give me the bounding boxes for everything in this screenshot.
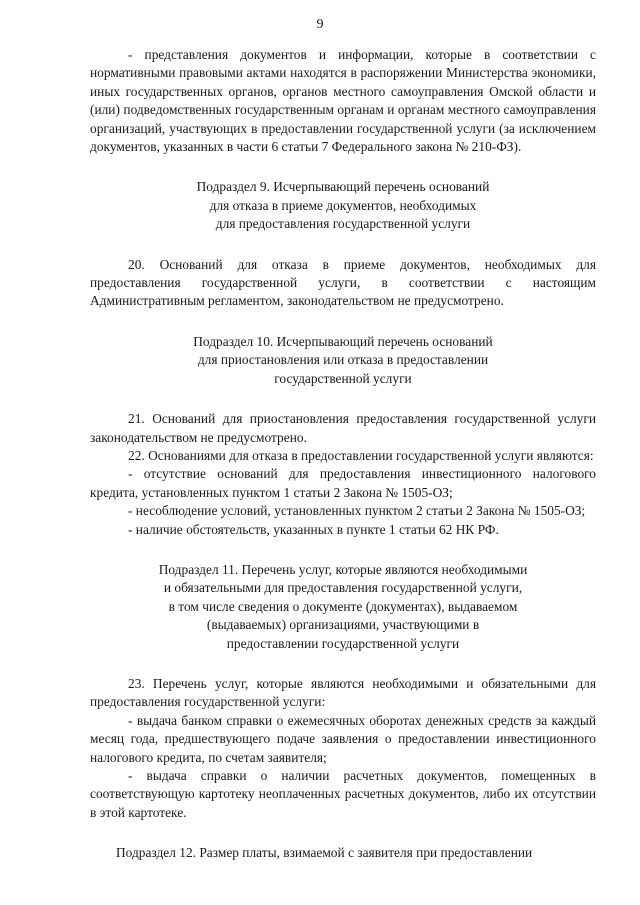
heading-line: Подраздел 11. Перечень услуг, которые являются необходимыми (158, 561, 528, 577)
heading-line: для предоставления государственной услуги (215, 216, 471, 232)
heading-line: для приостановления или отказа в предоставлении (197, 352, 489, 368)
paragraph-23: 23. Перечень услуг, которые являются необходимыми и обязательными для предоставления государственной услуги: (90, 675, 596, 710)
paragraph-23-item-1: - выдача банком справки о ежемесячных оборотах денежных средств за каждый месяц года, предшествующего подаче заявления о предоставлении инвестиционного налогового кредита, по счетам заявителя; (90, 712, 596, 765)
heading-line: (выдаваемых) организациями, участвующими в (206, 617, 480, 633)
paragraph-23-item-2: - выдача справки о наличии расчетных документов, помещенных в соответствующую картотеку неоплаченных расчетных документов, либо их отсутствии в этой картотеке. (90, 768, 596, 820)
subsection-9-heading (90, 178, 596, 233)
paragraph-22-item-3: - наличие обстоятельств, указанных в пункте 1 статьи 62 НК РФ. (128, 521, 499, 537)
page-number: 9 (316, 17, 324, 32)
paragraph-22-item-1: - отсутствие оснований для предоставления инвестиционного налогового кредита, установленных пунктом 1 статьи 2 Закона № 1505-ОЗ; (90, 466, 596, 500)
subsection-10-heading (90, 333, 596, 388)
paragraph-20: 20. Оснований для отказа в приеме документов, необходимых для предоставления государственной услуги, в соответствии с настоящим Административным регламентом, законодательством не предусмотрено. (90, 256, 596, 309)
heading-line: в том числе сведения о документе (документах), выдаваемом (168, 598, 518, 614)
subsection-11-heading (90, 561, 596, 653)
paragraph-22-item-2: - несоблюдение условий, установленных пунктом 2 статьи 2 Закона № 1505-ОЗ; (128, 503, 586, 519)
paragraph-22: 22. Основаниями для отказа в предоставлении государственной услуги являются: (128, 447, 594, 463)
heading-line: и обязательными для предоставления государственной услуги, (163, 580, 523, 596)
paragraph-intro: - представления документов и информации, которые в соответствии с нормативными правовыми актами находятся в распоряжении Министерства экономики, иных государственных органов, органов местного самоуправления Омской области и (или) подведомственных государственным органам и органам местного самоуправления организаций, участвующих в предоставлении государственной услуги (за исключением документов, указанных в части 6 статьи 7 Федерального закона № 210-ФЗ). (90, 47, 596, 155)
paragraph-21: 21. Оснований для приостановления предоставления государственной услуги законодательством не предусмотрено. (90, 411, 596, 445)
heading-line: для отказа в приеме документов, необходимых (209, 197, 477, 213)
subsection-12-heading: Подраздел 12. Размер платы, взимаемой с заявителя при предоставлении (116, 845, 533, 861)
heading-line: государственной услуги (274, 370, 412, 386)
heading-line: Подраздел 10. Исчерпывающий перечень оснований (193, 333, 493, 349)
heading-line: предоставлении государственной услуги (226, 635, 460, 651)
document-body (90, 46, 596, 863)
heading-line: Подраздел 9. Исчерпывающий перечень оснований (196, 179, 490, 195)
